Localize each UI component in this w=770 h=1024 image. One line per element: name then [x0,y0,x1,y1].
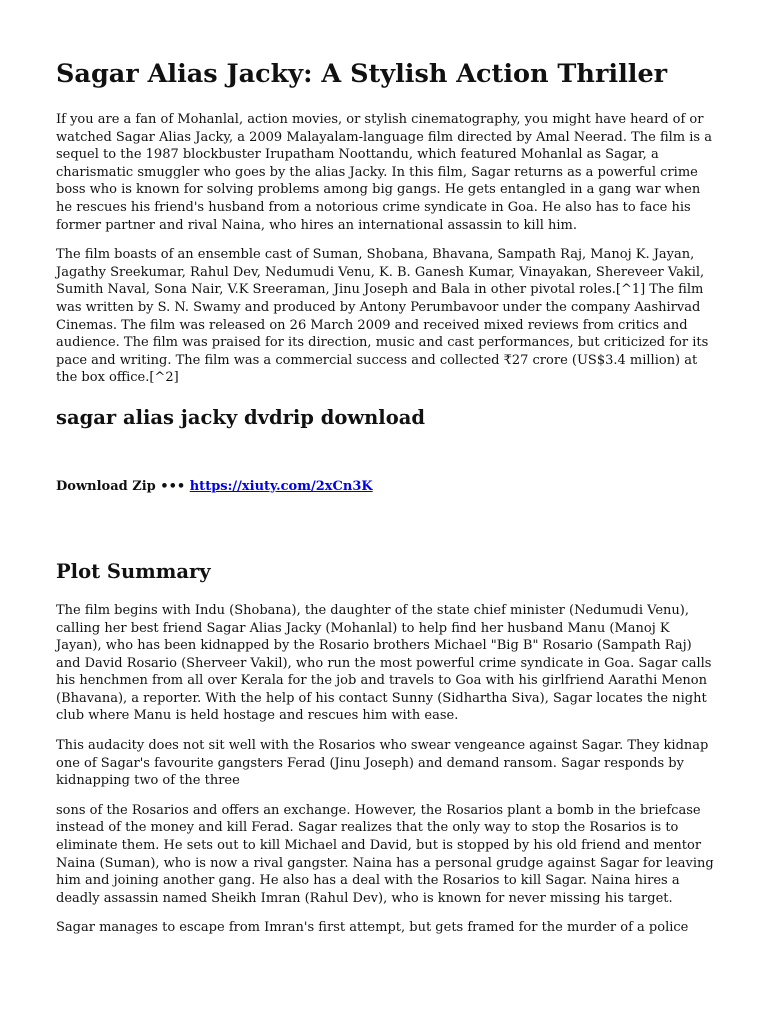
download-label: Download Zip ••• [56,478,190,494]
plot-paragraph-4: Sagar manages to escape from Imran's first attempt, but gets framed for the murder of a police [56,920,689,936]
plot-paragraph-2: This audacity does not sit well with the Rosarios who swear vengeance against Sagar. They kidnap one of Sagar's favourite gangsters Ferad (Jinu Joseph) and demand ransom. Sagar responds by kidnapping two of the three [56,738,709,789]
plot-summary-heading: Plot Summary [56,559,211,583]
plot-paragraph-3: sons of the Rosarios and offers an exchange. However, the Rosarios plant a bomb in the briefcase instead of the money and kill Ferad. Sagar realizes that the only way to stop the Rosarios is to eliminate them. He sets out to kill Michael and David, but is stopped by his old friend and mentor Naina (Suman), who is now a rival gangster. Naina has a personal grudge against Sagar for leaving him and joining another gang. He also has a deal with the Rosarios to kill Sagar. Naina hires a deadly assassin named Sheikh Imran (Rahul Dev), who is known for never missing his target. [56,802,714,906]
plot-paragraph-1: The film begins with Indu (Shobana), the daughter of the state chief minister (Nedumudi Venu), calling her best friend Sagar Alias Jacky (Mohanlal) to help find her husband Manu (Manoj K Jayan), who has been kidnapped by the Rosario brothers Michael "Big B" Rosario (Sampath Raj) and David Rosario (Sherveer Vakil), who run the most powerful crime syndicate in Goa. Sagar calls his henchmen from all over Kerala for the job and travels to Goa with his girlfriend Aarathi Menon (Bhavana), a reporter. With the help of his contact Sunny (Sidhartha Siva), Sagar locates the night club where Manu is held hostage and rescues him with ease. [56,602,712,724]
download-link[interactable]: https://xiuty.com/2xCn3K [189,478,373,494]
download-line [56,478,714,495]
intro-paragraph-1: If you are a fan of Mohanlal, action movies, or stylish cinematography, you might have heard of or watched Sagar Alias Jacky, a 2009 Malayalam-language film directed by Amal Neerad. The film is a sequel to the 1987 blockbuster Irupatham Noottandu, which featured Mohanlal as Sagar, a charismatic smuggler who goes by the alias Jacky. In this film, Sagar returns as a powerful crime boss who is known for solving problems among big gangs. He gets entangled in a gang war when he rescues his friend's husband from a notorious crime syndicate in Goa. He also has to face his former partner and rival Naina, who hires an international assassin to kill him. [56,112,712,233]
intro-paragraph-2: The film boasts of an ensemble cast of Suman, Shobana, Bhavana, Sampath Raj, Manoj K. Jayan, Jagathy Sreekumar, Rahul Dev, Nedumudi Venu, K. B. Ganesh Kumar, Vinayakan, Shereveer Vakil, Sumith Naval, Sona Nair, V.K Sreeraman, Jinu Joseph and Bala in other pivotal roles.[^1] The film was written by S. N. Swamy and produced by Antony Perumbavoor under the company Aashirvad Cinemas. The film was released on 26 March 2009 and received mixed reviews from critics and audience. The film was praised for its direction, music and cast performances, but criticized for its pace and writing. The film was a commercial success and collected ₹27 crore (US$3.4 million) at the box office.[^2] [56,247,709,386]
article-title: Sagar Alias Jacky: A Stylish Action Thriller [56,59,668,89]
dvdrip-heading: sagar alias jacky dvdrip download [56,405,425,429]
